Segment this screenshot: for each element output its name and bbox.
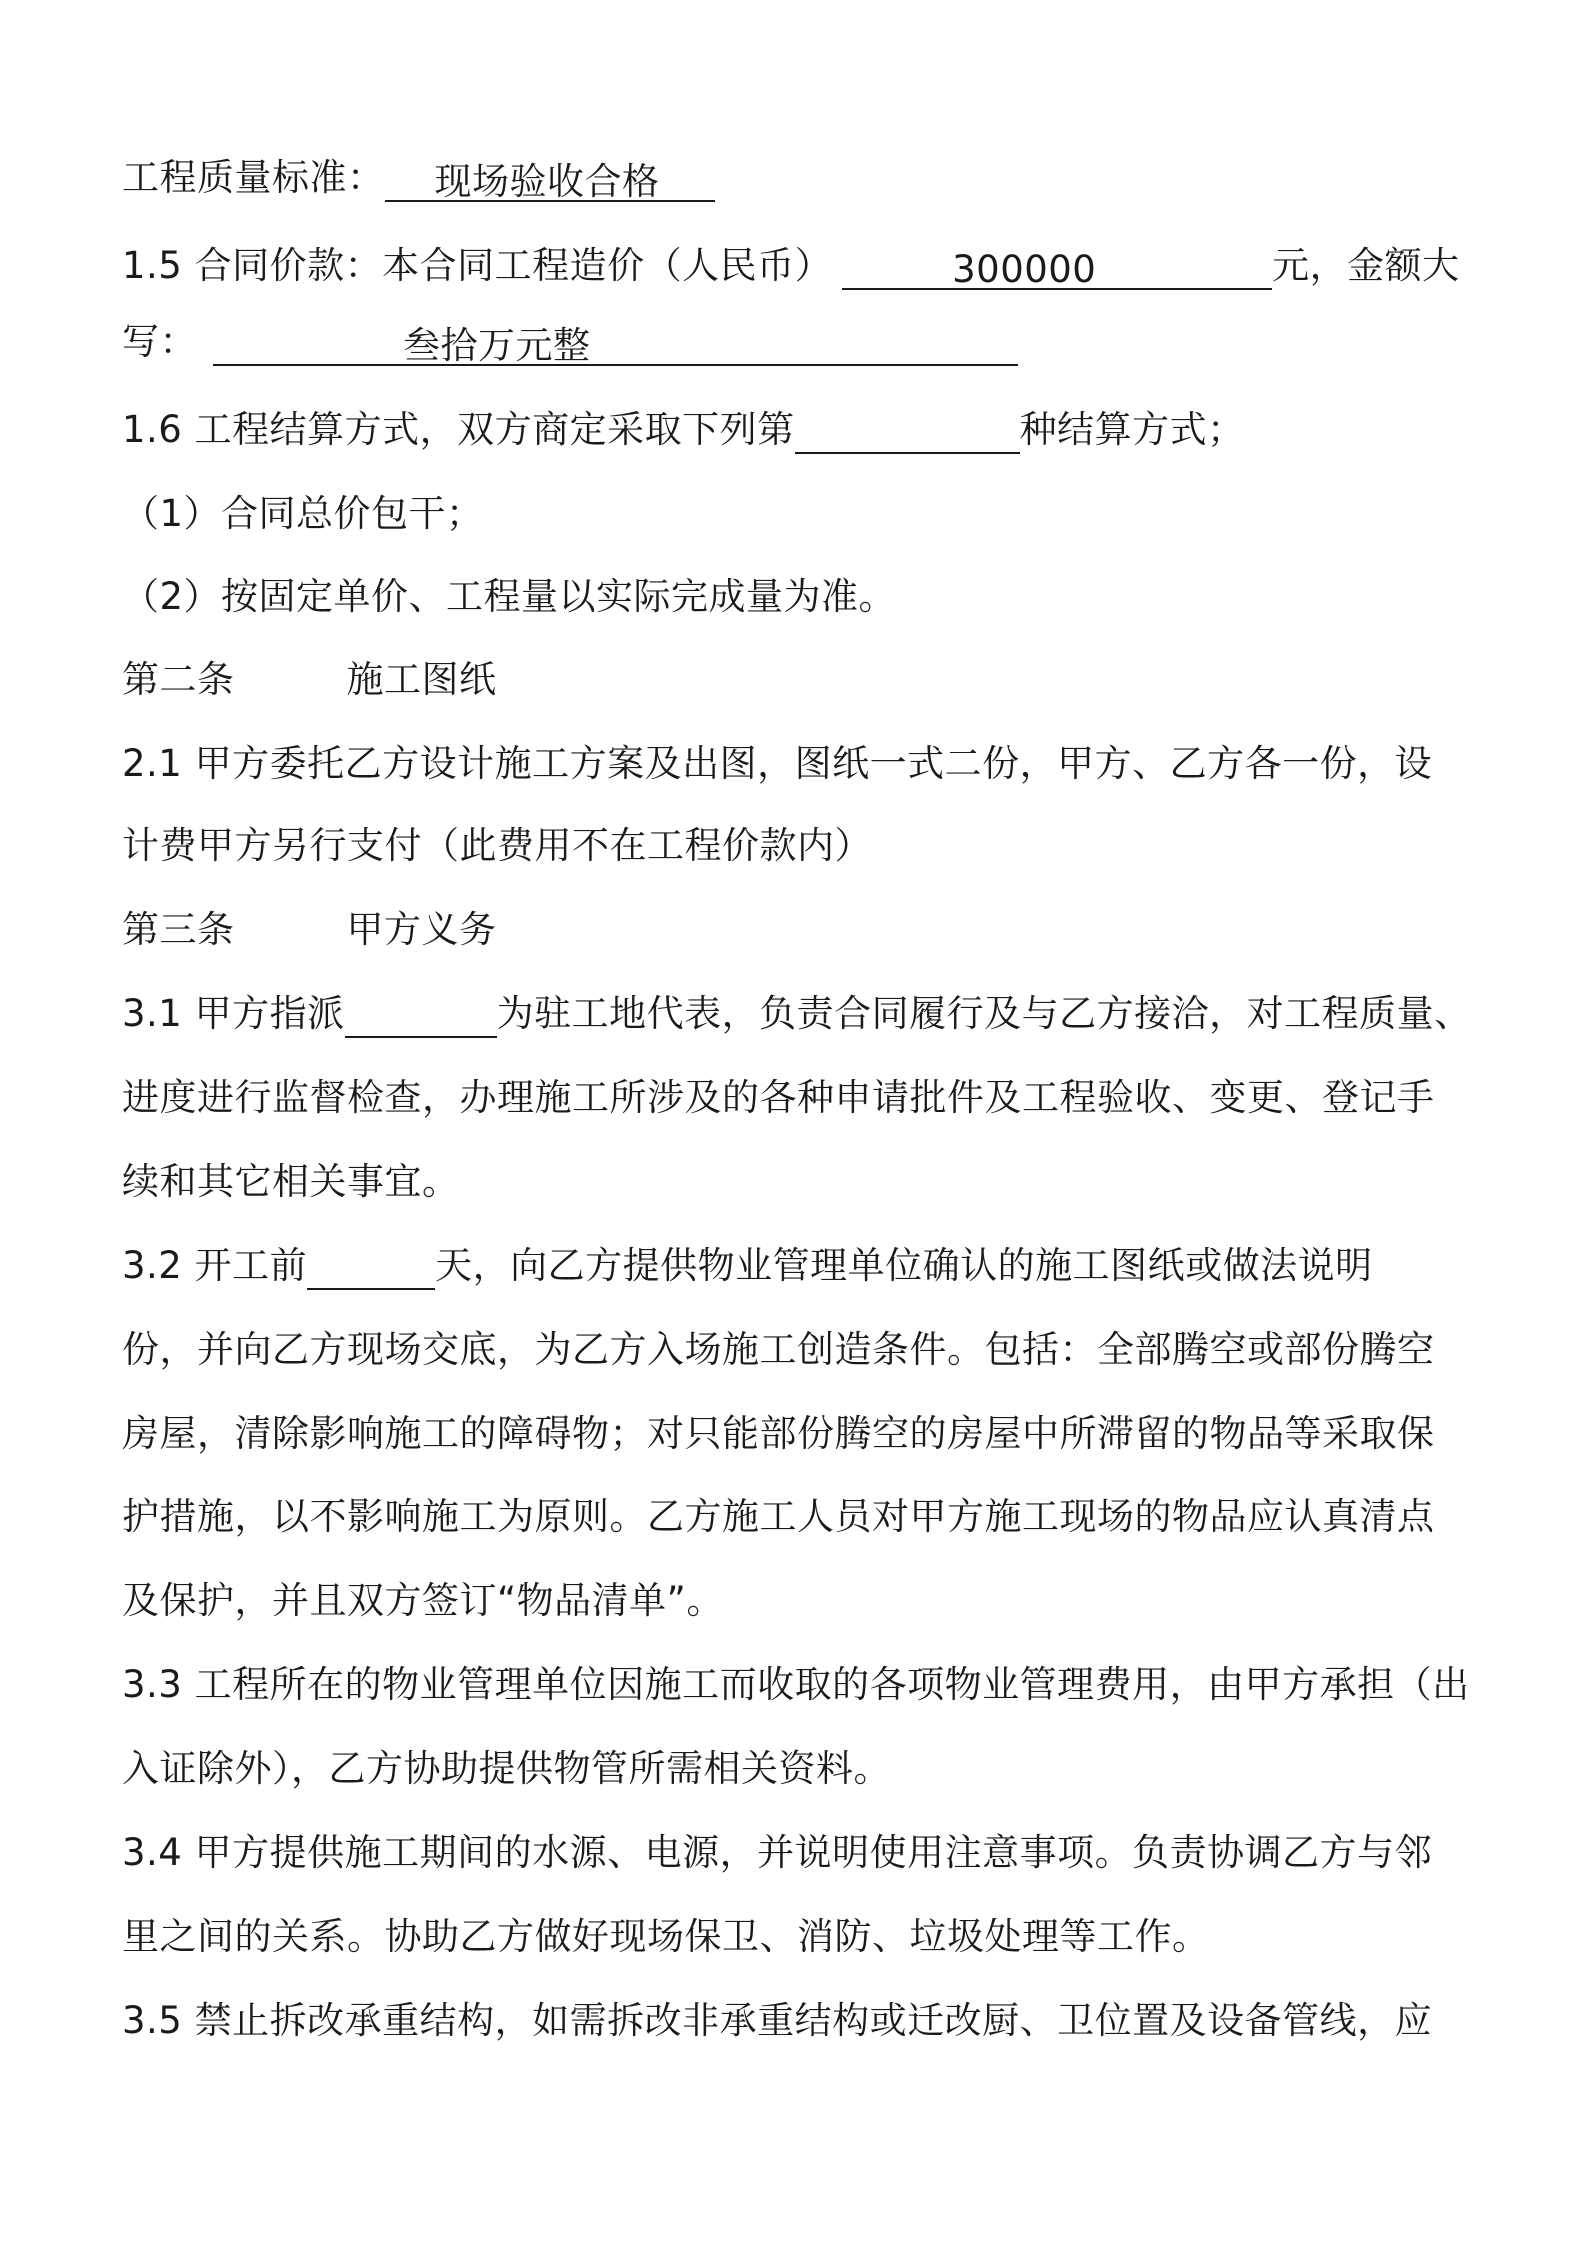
article-3-heading [122, 906, 497, 954]
clause-3-4-line-1: 3.4 甲方提供施工期间的水源、电源，并说明使用注意事项。负责协调乙方与邻 [122, 1831, 1433, 1874]
clause-2-1-line-2: 计费甲方另行支付（此费用不在工程价款内） [122, 824, 872, 867]
amount-words-field [213, 322, 1018, 366]
clause-3-2-prefix: 3.2 开工前 [122, 1244, 308, 1287]
quality-standard-field [385, 158, 715, 202]
clause-3-3-line-2: 入证除外），乙方协助提供物管所需相关资料。 [122, 1747, 891, 1790]
clause-3-2-line-3: 房屋，清除影响施工的障碍物；对只能部份腾空的房屋中所滞留的物品等采取保 [122, 1412, 1435, 1455]
quality-standard-line [122, 154, 715, 202]
clause-3-2-line-4: 护措施，以不影响施工为原则。乙方施工人员对甲方施工现场的物品应认真清点 [122, 1495, 1435, 1538]
amount-words-value: 叁拾万元整 [403, 324, 591, 367]
clause-3-3-line-1: 3.3 工程所在的物业管理单位因施工而收取的各项物业管理费用，由甲方承担（出 [122, 1663, 1470, 1706]
article-3-title: 甲方义务 [346, 908, 497, 951]
settlement-method-field [795, 410, 1020, 454]
settlement-method-line [122, 406, 1245, 454]
contract-price-line [122, 242, 1460, 290]
clause-3-1-line-1 [122, 990, 1472, 1038]
clause-3-2-suffix: 天，向乙方提供物业管理单位确认的施工图纸或做法说明 [435, 1244, 1373, 1287]
amount-words-prefix: 写： [122, 320, 197, 363]
clause-3-4-line-2: 里之间的关系。协助乙方做好现场保卫、消防、垃圾处理等工作。 [122, 1915, 1210, 1958]
clause-3-2-line-1 [122, 1242, 1373, 1290]
contract-price-amount: 300000 [952, 248, 1097, 291]
settlement-option-2: （2）按固定单价、工程量以实际完成量为准。 [122, 575, 897, 618]
article-2-title: 施工图纸 [346, 658, 497, 701]
clause-3-1-line-3: 续和其它相关事宜。 [122, 1160, 460, 1203]
site-representative-field [345, 994, 497, 1038]
contract-price-prefix: 1.5 合同价款：本合同工程造价（人民币） [122, 244, 833, 287]
settlement-method-prefix: 1.6 工程结算方式，双方商定采取下列第 [122, 408, 795, 451]
contract-price-suffix: 元，金额大 [1272, 244, 1460, 287]
settlement-method-suffix: 种结算方式； [1019, 408, 1245, 451]
clause-3-5-line-1: 3.5 禁止拆改承重结构，如需拆改非承重结构或迁改厨、卫位置及设备管线，应 [122, 1999, 1433, 2042]
clause-3-1-prefix: 3.1 甲方指派 [122, 992, 345, 1035]
contract-price-field [842, 246, 1272, 290]
clause-3-1-suffix: 为驻工地代表，负责合同履行及与乙方接洽，对工程质量、 [496, 992, 1472, 1035]
clause-3-2-line-5: 及保护，并且双方签订“物品清单”。 [122, 1579, 724, 1622]
settlement-option-1: （1）合同总价包干； [122, 492, 484, 535]
article-2-number: 第二条 [122, 658, 235, 701]
article-3-number: 第三条 [122, 908, 235, 951]
quality-standard-label: 工程质量标准： [122, 156, 385, 199]
clause-3-1-line-2: 进度进行监督检查，办理施工所涉及的各种申请批件及工程验收、变更、登记手 [122, 1076, 1435, 1119]
quality-standard-value: 现场验收合格 [434, 160, 660, 203]
clause-2-1-line-1: 2.1 甲方委托乙方设计施工方案及出图，图纸一式二份，甲方、乙方各一份，设 [122, 742, 1433, 785]
amount-words-line [122, 318, 1018, 366]
days-before-start-field [307, 1246, 435, 1290]
article-2-heading [122, 656, 497, 704]
clause-3-2-line-2: 份，并向乙方现场交底，为乙方入场施工创造条件。包括：全部腾空或部份腾空 [122, 1328, 1435, 1371]
